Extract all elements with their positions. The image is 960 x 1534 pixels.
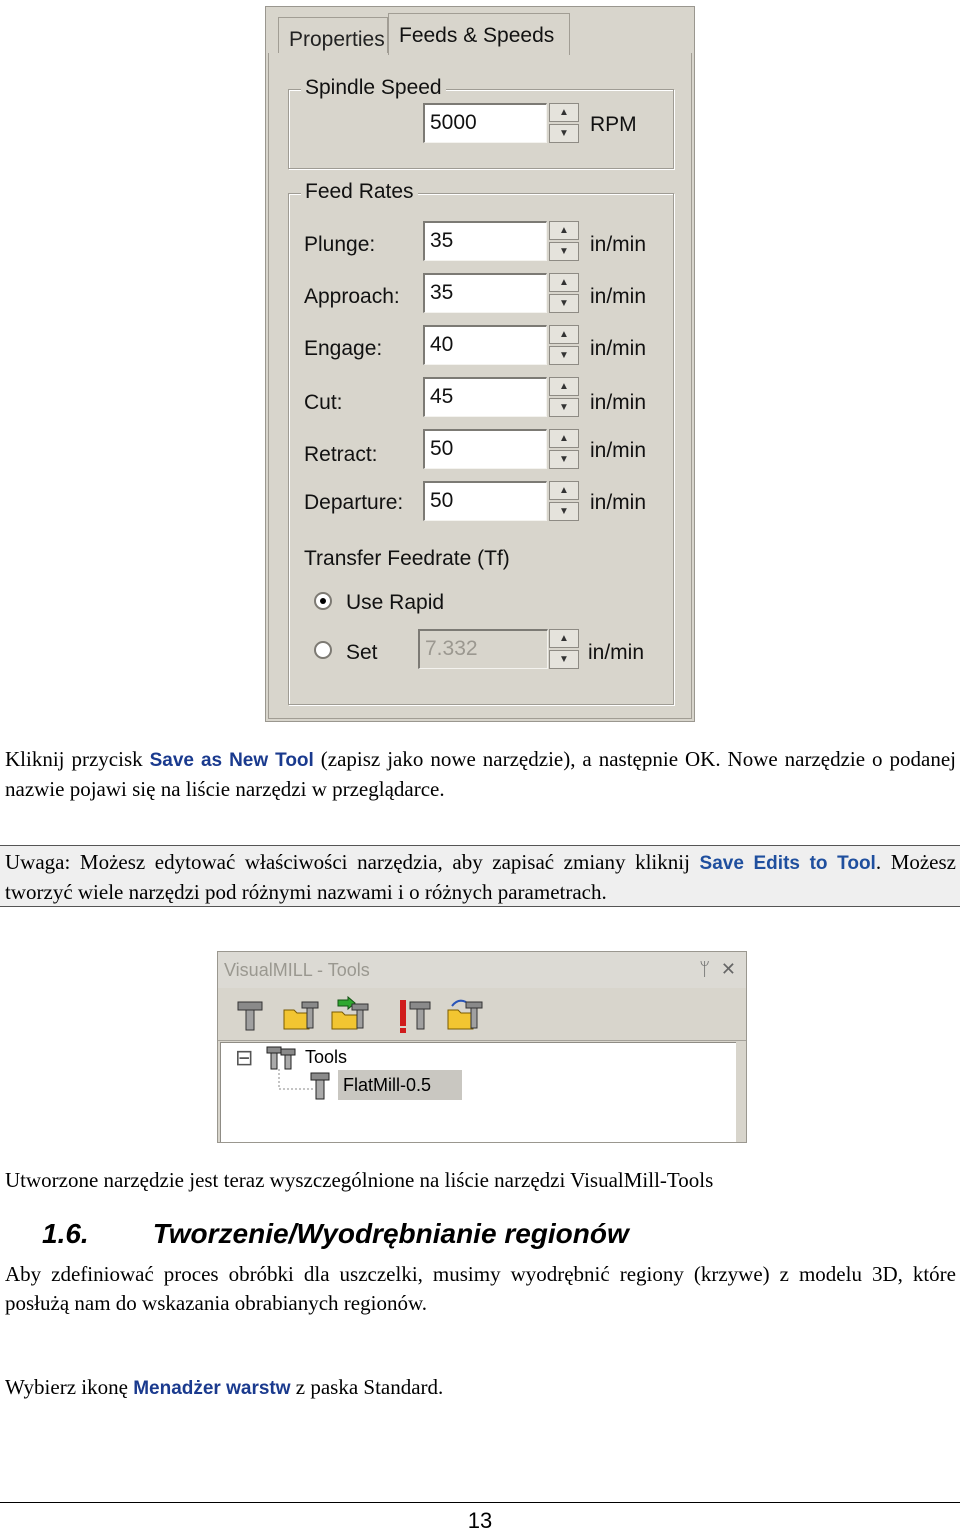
tools-toolbar	[218, 988, 746, 1041]
feeds-speeds-dialog	[265, 6, 695, 722]
close-icon[interactable]: ✕	[720, 959, 736, 979]
approach-label: Approach:	[304, 285, 400, 308]
use-rapid-radio[interactable]	[314, 592, 332, 610]
layer-manager-ref: Menadżer warstw	[133, 1378, 291, 1399]
departure-label: Departure:	[304, 491, 404, 514]
cut-label: Cut:	[304, 391, 343, 414]
feed-rates-legend: Feed Rates	[301, 180, 418, 204]
departure-input[interactable]: 50	[423, 481, 547, 521]
approach-unit: in/min	[590, 285, 647, 308]
tree-root-label[interactable]: Tools	[305, 1047, 348, 1067]
save-folder-tool-icon[interactable]	[446, 996, 486, 1034]
tab-feeds-speeds[interactable]: Feeds & Speeds	[388, 13, 570, 55]
note-box	[0, 845, 960, 907]
visualmill-tools-panel	[217, 951, 747, 1143]
section-title: Tworzenie/Wyodrębnianie regionów	[152, 1218, 629, 1249]
open-folder-tool-icon[interactable]	[282, 996, 322, 1034]
spindle-speed-unit: RPM	[590, 113, 637, 136]
plunge-label: Plunge:	[304, 233, 376, 256]
tree-item-flatmill[interactable]: FlatMill-0.5	[343, 1075, 432, 1095]
engage-label: Engage:	[304, 337, 383, 360]
retract-spinner[interactable]: ▲ ▼	[549, 429, 579, 469]
engage-unit: in/min	[590, 337, 647, 360]
engage-spinner[interactable]: ▲ ▼	[549, 325, 579, 365]
note-text: Uwaga: Możesz edytować właściwości narzędzia, aby zapisać zmiany kliknij Save Edits to Tool. Możesz tworzyć wiele narzędzi pod różnymi nazwami i o różnych parametrach.	[5, 850, 956, 904]
cut-spinner[interactable]: ▲ ▼	[549, 377, 579, 417]
retract-unit: in/min	[590, 439, 647, 462]
cut-unit: in/min	[590, 391, 647, 414]
spindle-speed-legend: Spindle Speed	[301, 76, 446, 100]
cut-input[interactable]: 45	[423, 377, 547, 417]
set-feedrate-input[interactable]: 7.332	[418, 629, 548, 669]
departure-unit: in/min	[590, 491, 647, 514]
tools-caption: Utworzone narzędzie jest teraz wyszczególnione na liście narzędzi VisualMill-Tools	[5, 1168, 714, 1192]
set-radio[interactable]	[314, 641, 332, 659]
collapse-expander-icon[interactable]: ⊟	[235, 1045, 254, 1070]
engage-input[interactable]: 40	[423, 325, 547, 365]
retract-label: Retract:	[304, 443, 378, 466]
instruction-paragraph: Kliknij przycisk Save as New Tool (zapisz jako nowe narzędzie), a następnie OK. Nowe narzędzie o podanej nazwie pojawi się na liście narzędzi w przeglądarce.	[5, 747, 956, 801]
plunge-input[interactable]: 35	[423, 221, 547, 261]
flatmill-tool-icon	[309, 1071, 331, 1101]
spindle-speed-input[interactable]: 5000	[423, 103, 547, 143]
section-paragraph: Aby zdefiniować proces obróbki dla uszczelki, musimy wyodrębnić regiony (krzywe) z modelu 3D, które posłużą nam do wskazania obrabianych regionów.	[5, 1262, 956, 1315]
section-number: 1.6.	[42, 1218, 89, 1249]
tab-properties[interactable]: Properties	[278, 17, 388, 53]
departure-spinner[interactable]: ▲ ▼	[549, 481, 579, 521]
set-feedrate-unit: in/min	[588, 641, 645, 664]
transfer-feedrate-label: Transfer Feedrate (Tf)	[304, 547, 510, 570]
plunge-spinner[interactable]: ▲ ▼	[549, 221, 579, 261]
section-heading	[42, 1218, 629, 1250]
approach-input[interactable]: 35	[423, 273, 547, 313]
tool-icon[interactable]	[230, 996, 270, 1034]
set-label: Set	[346, 641, 378, 664]
retract-input[interactable]: 50	[423, 429, 547, 469]
footer-rule	[0, 1502, 960, 1503]
use-rapid-label: Use Rapid	[346, 591, 445, 614]
tools-tree	[220, 1042, 736, 1142]
plunge-unit: in/min	[590, 233, 647, 256]
pin-icon[interactable]: ᛘ	[699, 959, 710, 979]
layer-manager-instruction: Wybierz ikonę Menadżer warstw z paska Standard.	[5, 1375, 444, 1399]
tools-panel-titlebar	[218, 952, 746, 988]
tools-panel-title: VisualMILL - Tools	[224, 960, 370, 980]
set-feedrate-spinner[interactable]: ▲ ▼	[549, 629, 579, 669]
save-edits-to-tool-ref: Save Edits to Tool	[699, 853, 876, 874]
save-as-new-tool-ref: Save as New Tool	[149, 750, 314, 771]
page-number: 13	[467, 1508, 493, 1533]
import-tool-icon[interactable]	[330, 996, 370, 1034]
spindle-speed-spinner[interactable]: ▲ ▼	[549, 103, 579, 143]
tools-folder-icon	[265, 1045, 299, 1071]
delete-tool-icon[interactable]	[394, 996, 434, 1034]
approach-spinner[interactable]: ▲ ▼	[549, 273, 579, 313]
